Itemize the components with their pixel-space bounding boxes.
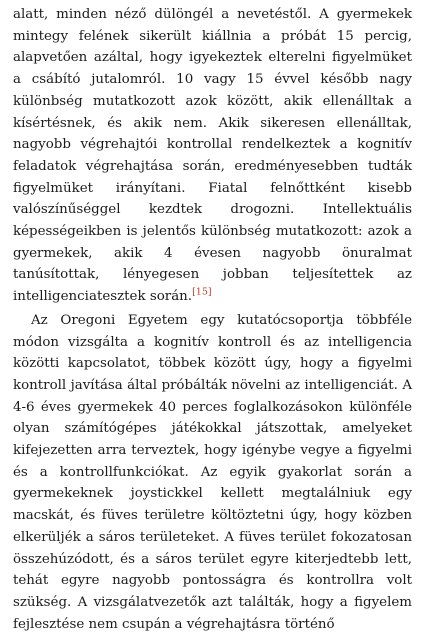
paragraph-2 — [13, 310, 412, 636]
paragraph-1-text: alatt, minden néző dülöngél a nevetéstől. A gyermekek mintegy felének sikerült kiállnia a próbát 15 percig, alapvetően azáltal, hogy igyekeztek elterelni figyelmüket a csábító jutalomról. 10 vagy 15 évvel később nagy különbség mutatkozott azok között, akik ellenálltak a kísértésnek, és akik nem. Akik sikeresen ellenálltak, nagyobb végrehajtói kontrollal rendelkeztek a kognitív feladatok végrehajtása során, eredményesebben tudták figyelmüket irányítani. Fiatal felnőttként kisebb valószínűséggel kezdtek drogozni. Intellektuális képességeikben is jelentős különbség mutatkozott: azok a gyermekek, akik 4 évesen nagyobb önuralmat tanúsítottak, lényegesen jobban teljesítettek az intelligenciatesztek során. — [13, 7, 412, 305]
footnote-link[interactable]: [15] — [192, 286, 212, 298]
paragraph-2-text: Az Oregoni Egyetem egy kutatócsoportja többféle módon vizsgálta a kognitív kontroll és az intelligencia közötti kapcsolatot, többek között úgy, hogy a figyelmi kontroll javítása által próbálták növelni az intelligenciát. A 4-6 éves gyermekek 40 perces foglalkozásokon különféle olyan számítógépes játékokkal játszottak, amelyeket kifejezetten arra terveztek, hogy igénybe vegye a figyelmi és a kontrollfunkciókat. Az egyik gyakorlat során a gyermekeknek joystickkel kellett megtalálniuk egy macskát, és füves területre költöztetni úgy, hogy közben elkerüljék a sáros területeket. A füves terület fokozatosan összehúzódott, és a sáros terület egyre kiterjedtebb lett, tehát egyre nagyobb pontosságra és kontrollra volt szükség. A vizsgálatvezetők azt találták, hogy a figyelem fejlesztése nem csupán a végrehajtásra történő — [13, 312, 412, 632]
paragraph-1 — [13, 4, 412, 308]
document-page — [13, 4, 412, 635]
